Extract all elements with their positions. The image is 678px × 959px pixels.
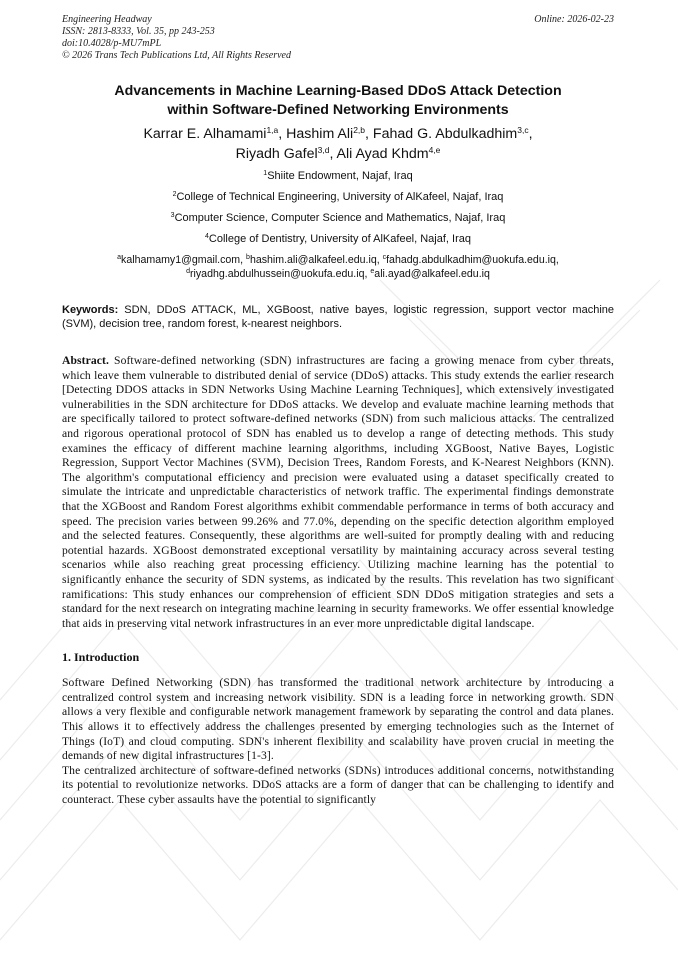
author: Riyadh Gafel xyxy=(235,146,318,162)
author-sup: 1,a xyxy=(266,125,279,135)
keywords-label: Keywords: xyxy=(62,304,119,316)
affiliation-sup: 2 xyxy=(172,191,177,198)
author-sup: 3,c xyxy=(517,125,529,135)
author-sep: , xyxy=(365,126,373,142)
affiliation-text: College of Dentistry, University of AlKafeel, Najaf, Iraq xyxy=(208,233,471,245)
email-sep: , xyxy=(240,254,247,266)
affiliation-sup: 1 xyxy=(263,170,268,177)
author-sup: 2,b xyxy=(353,125,366,135)
affiliation xyxy=(62,232,614,253)
author: Fahad G. Abdulkadhim xyxy=(372,126,518,142)
paper-title xyxy=(62,82,614,120)
issn-line: ISSN: 2813-8333, Vol. 35, pp 243-253 xyxy=(62,26,215,37)
affiliation-text: Shiite Endowment, Najaf, Iraq xyxy=(267,170,413,182)
email-line-2 xyxy=(62,267,614,281)
copyright-line: © 2026 Trans Tech Publications Ltd, All Rights Reserved xyxy=(62,50,291,61)
email-sup: c xyxy=(382,254,387,261)
title-line-2: within Software-Defined Networking Environments xyxy=(167,102,509,118)
author-sep: , xyxy=(329,146,337,162)
affiliation-list xyxy=(62,169,614,253)
email-link[interactable]: kalhamamy1@gmail.com xyxy=(121,254,241,266)
journal-name: Engineering Headway xyxy=(62,14,152,25)
abstract-label: Abstract. xyxy=(62,354,109,367)
affiliation-text: College of Technical Engineering, University of AlKafeel, Najaf, Iraq xyxy=(176,191,504,203)
affiliation xyxy=(62,190,614,211)
author-line-2 xyxy=(62,144,614,164)
author-sep: , xyxy=(278,126,287,142)
affiliation-text: Computer Science, Computer Science and Mathematics, Najaf, Iraq xyxy=(174,212,506,224)
author: Ali Ayad Khdm xyxy=(336,146,429,162)
doi-line: doi:10.4028/p-MU7mPL xyxy=(62,38,162,49)
affiliation-sup: 3 xyxy=(170,212,175,219)
affiliation xyxy=(62,211,614,232)
title-line-1: Advancements in Machine Learning-Based DDoS Attack Detection xyxy=(114,83,562,99)
email-sup: a xyxy=(117,254,122,261)
author-list xyxy=(62,124,614,164)
section-heading-introduction: 1. Introduction xyxy=(62,650,140,665)
email-list xyxy=(62,253,614,281)
email-sup: e xyxy=(370,268,375,275)
email-link[interactable]: hashim.ali@alkafeel.edu.iq xyxy=(249,254,377,266)
author-line-1 xyxy=(62,124,614,144)
author: Hashim Ali xyxy=(286,126,354,142)
email-sep: , xyxy=(376,254,383,266)
abstract-block xyxy=(62,354,614,631)
email-sup: d xyxy=(186,268,190,275)
email-sup: b xyxy=(246,254,250,261)
affiliation-sup: 4 xyxy=(205,233,209,240)
intro-paragraph-1: Software Defined Networking (SDN) has transformed the traditional network architecture by introducing a centralized control system and increasing network visibility. SDN is a leading force in networking growth. SDN allows a very flexible and configurable network management framework by separating the control and data planes. This allows it to effectively address the challenges presented by emerging technologies such as the Internet of Things (IoT) and cloud computing. SDN's inherent flexibility and scalability have proven crucial in meeting the demands of new digital infrastructures [1-3]. xyxy=(62,676,614,763)
keywords-text: SDN, DDoS ATTACK, ML, XGBoost, native bayes, logistic regression, support vector machine (SVM), decision tree, random forest, k-nearest neighbors. xyxy=(62,304,614,330)
email-line-1 xyxy=(62,253,614,267)
author-sep: , xyxy=(528,126,533,142)
author: Karrar E. Alhamami xyxy=(143,126,267,142)
email-link[interactable]: fahadg.abdulkadhim@uokufa.edu.iq xyxy=(386,254,556,266)
online-date: Online: 2026-02-23 xyxy=(534,14,614,25)
email-sep: , xyxy=(364,268,371,280)
author-sup: 3,d xyxy=(317,145,330,155)
keywords-block xyxy=(62,303,614,331)
paper-page xyxy=(62,14,614,808)
author-sup: 4,e xyxy=(428,145,441,155)
journal-header xyxy=(62,14,614,62)
email-link[interactable]: riyadhg.abdulhussein@uokufa.edu.iq xyxy=(190,268,365,280)
email-sep: , xyxy=(555,254,559,266)
email-link[interactable]: ali.ayad@alkafeel.edu.iq xyxy=(374,268,490,280)
intro-paragraph-2: The centralized architecture of software-defined networks (SDNs) introduces additional concerns, notwithstanding its potential to revolutionize networks. DDoS attacks are a form of danger that can be challenging to identify and counteract. These cyber assaults have the potential to significantly xyxy=(62,763,614,807)
affiliation xyxy=(62,169,614,190)
abstract-text: Software-defined networking (SDN) infrastructures are facing a growing menace from cyber threats, which leave them vulnerable to distributed denial of service (DDoS) attacks. This study extends the earlier research [Detecting DDOS attacks in SDN Networks Using Machine Learning Techniques], which extensively investigated vulnerabilities in the SDN architecture for DDoS attacks. We develop and evaluate machine learning methods that are specifically tailored to protect software-defined networks (SDN) from such malicious attacks. The centralized and rigorous operational protocol of SDN has enabled us to develop a range of detecting methods. This study examines the efficacy of different machine learning algorithms, including XGBoost, Native Bayes, Logistic Regression, Support Vector Machines (SVM), Decision Trees, Random Forests, and K-Nearest Neighbors (KNN). The algorithm's computational efficiency and precision were evaluated using a dataset specifically created to simulate the intricate and unpredictable characteristics of network traffic. The experimental findings demonstrate that the XGBoost and Random Forest algorithms exhibit commendable performance in terms of both accuracy and speed. The precision varies between 99.26% and 77.0%, depending on the specific detection algorithm employed and the selected features. Consequently, these algorithms are well-suited for promptly dealing with and reducing potential hazards. XGBoost demonstrated exceptional versatility by maintaining accuracy across several testing scenarios while also reaching great processing efficiency. Utilizing machine learning has the potential to significantly enhance the security of SDN systems, as indicated by the results. This revelation has two significant ramifications: This study enhances our comprehension of efficient SDN DDoS mitigation strategies and sets a standard for the next research on integrating machine learning in security frameworks. We offer essential knowledge that aids in preserving vital network infrastructures in an ever more unpredictable digital landscape. xyxy=(62,354,614,630)
